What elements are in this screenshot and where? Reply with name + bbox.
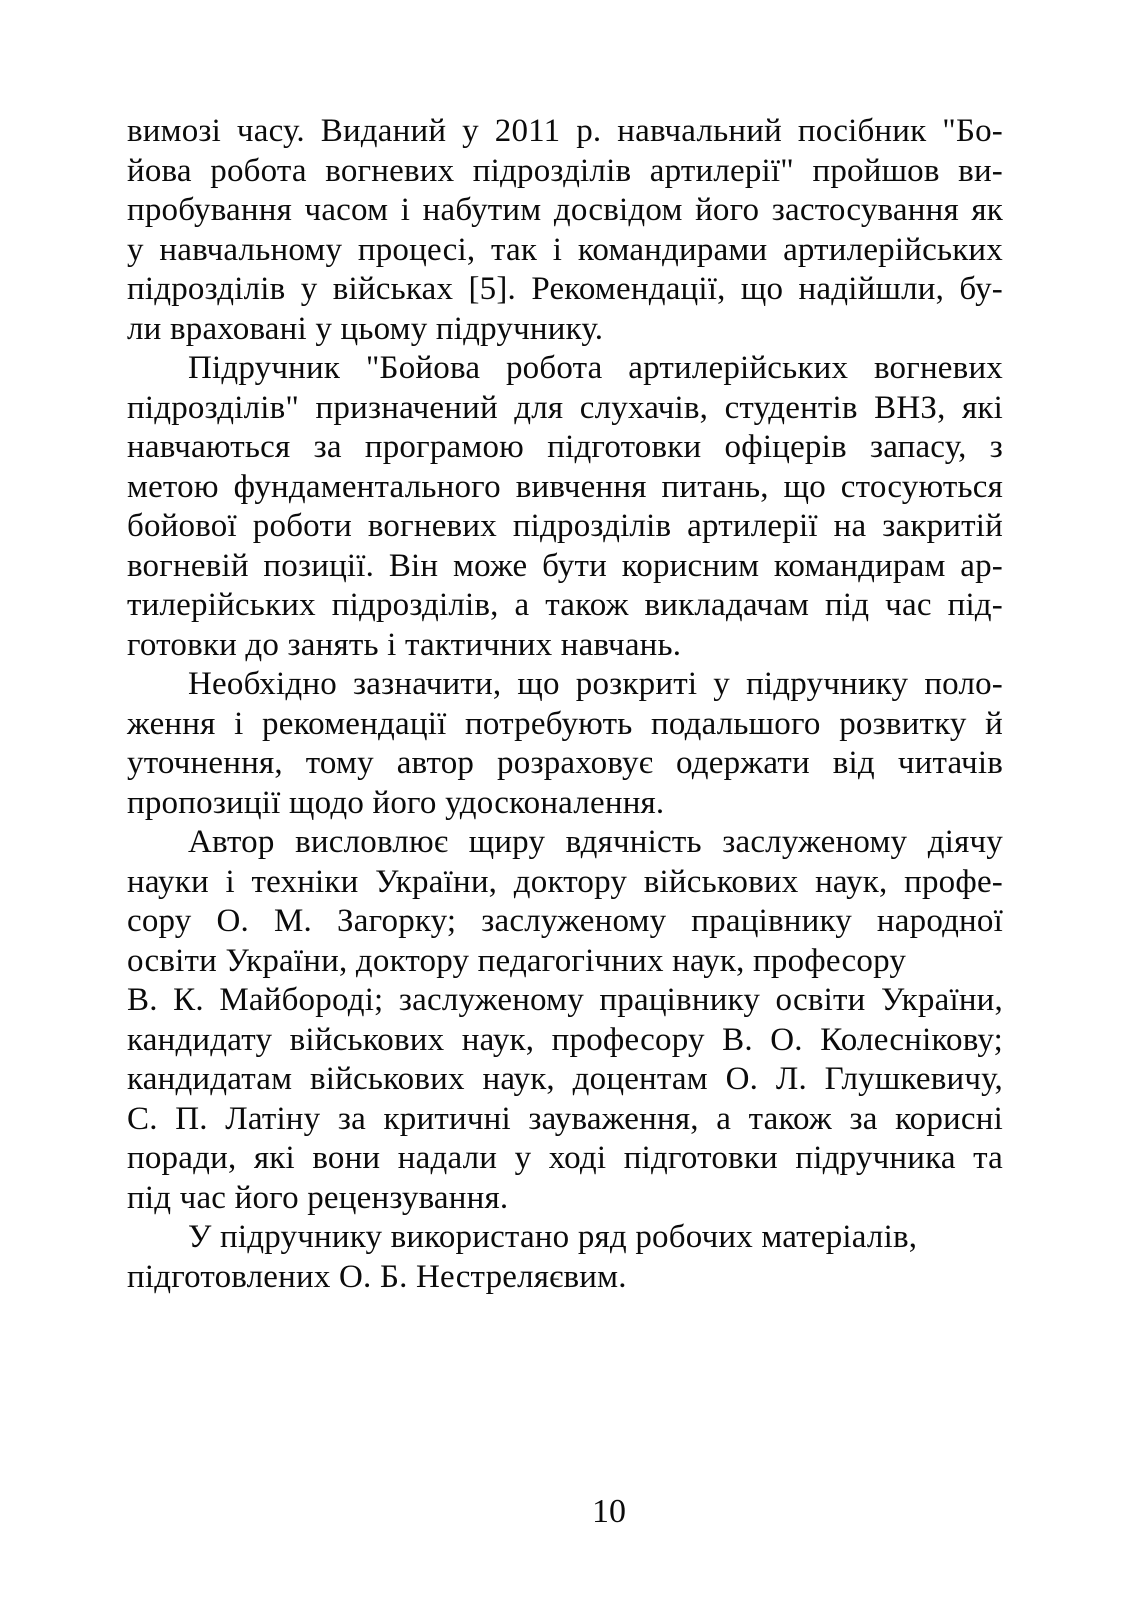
text-line: пробування часом і набутим досвідом його застосування як <box>127 192 1003 228</box>
text-line: Автор висловлює щиру вдячність заслуженому діячу <box>188 824 1003 860</box>
text-line: кандидату військових наук, професору В. О. Колеснікову; <box>127 1021 1003 1058</box>
text-line: йова робота вогневих підрозділів артилерії" пройшов ви- <box>127 152 1003 189</box>
text-line: підготовлених О. Б. Нестреляєвим. <box>127 1258 627 1295</box>
text-line: ли враховані у цьому підручнику. <box>127 310 604 347</box>
text-line: підрозділів" призначений для слухачів, студентів ВНЗ, які <box>127 389 1003 426</box>
text-line: У підручнику використано ряд робочих матеріалів, <box>188 1219 918 1255</box>
text-line: вогневій позиції. Він може бути корисним командирам ар- <box>127 547 1003 584</box>
text-line: сору О. М. Загорку; заслуженому працівнику народної <box>127 903 1003 939</box>
text-line: навчаються за програмою підготовки офіцерів запасу, з <box>127 429 1003 465</box>
text-line: готовки до занять і тактичних навчань. <box>127 626 682 663</box>
text-line: Підручник "Бойова робота артилерійських вогневих <box>188 350 1003 386</box>
text-line: науки і техніки України, доктору військових наук, профе- <box>127 863 1003 900</box>
text-line: під час його рецензування. <box>127 1179 509 1216</box>
text-line: тилерійських підрозділів, а також викладачам під час під- <box>127 587 1003 623</box>
text-line: В. К. Майбороді; заслуженому працівнику освіти України, <box>127 982 1003 1018</box>
text-line: Необхідно зазначити, що розкриті у підручнику поло- <box>188 666 1003 702</box>
text-line: у навчальному процесі, так і командирами артилерійських <box>127 231 1003 268</box>
text-line: кандидатам військових наук, доцентам О. Л. Глушкевичу, <box>127 1061 1003 1097</box>
text-line: підрозділів у військах [5]. Рекомендації, що надійшли, бу- <box>127 271 1003 307</box>
text-line: пропозиції щодо його удосконалення. <box>127 784 665 821</box>
text-line: вимозі часу. Виданий у 2011 р. навчальний посібник "Бо- <box>127 113 1003 149</box>
text-line: ження і рекомендації потребують подальшого розвитку й <box>127 705 1003 742</box>
page-number: 10 <box>592 1493 626 1530</box>
text-line: С. П. Латіну за критичні зауваження, а також за корисні <box>127 1100 1003 1137</box>
text-line: освіти України, доктору педагогічних наук, професору <box>127 942 907 979</box>
text-line: бойової роботи вогневих підрозділів артилерії на закритій <box>127 508 1003 544</box>
text-line: уточнення, тому автор розраховує одержати від читачів <box>127 745 1003 781</box>
text-block <box>127 112 1003 1297</box>
text-line: поради, які вони надали у ході підготовки підручника та <box>127 1140 1003 1176</box>
text-line: метою фундаментального вивчення питань, що стосуються <box>127 468 1003 505</box>
